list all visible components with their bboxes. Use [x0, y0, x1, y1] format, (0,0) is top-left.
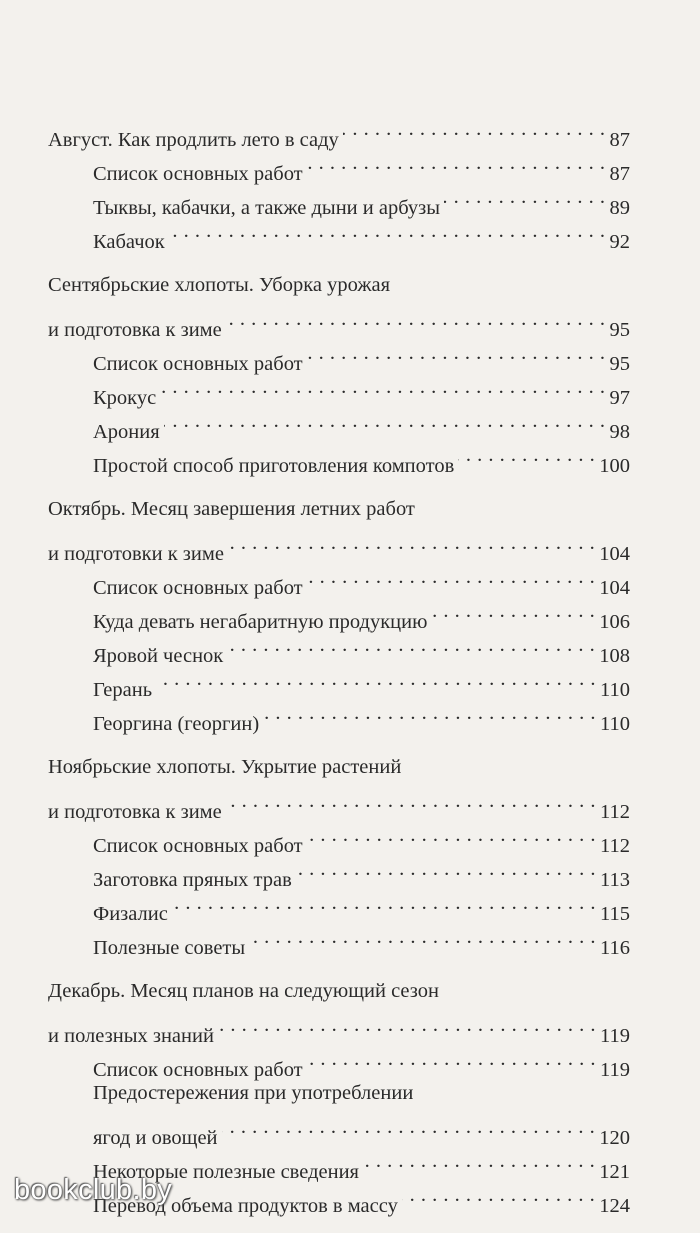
toc-heading-title-line: Сентябрьские хлопоты. Уборка урожая — [48, 274, 391, 296]
dot-leader — [402, 1178, 595, 1212]
toc-item-title: Заготовка пряных трав — [93, 869, 292, 891]
page-number: 97 — [609, 387, 630, 409]
toc-item-title: Арония — [93, 421, 160, 443]
page-number: 116 — [600, 937, 630, 959]
dot-leader — [343, 112, 606, 146]
toc-heading — [48, 784, 630, 823]
toc-section — [48, 492, 630, 735]
page-number: 98 — [609, 421, 630, 443]
dot-leader — [458, 438, 595, 472]
toc-heading-title-line: Декабрь. Месяц планов на следующий сезон — [48, 980, 439, 1002]
dot-leader — [169, 214, 606, 248]
page-number: 95 — [609, 353, 630, 375]
page-number: 121 — [599, 1161, 630, 1183]
page-number: 110 — [600, 679, 630, 701]
toc-item-title: Куда девать негабаритную продукцию — [93, 611, 428, 633]
page-number: 89 — [609, 197, 630, 219]
page-number: 95 — [609, 319, 630, 341]
page-number: 120 — [599, 1127, 630, 1149]
dot-leader — [296, 852, 596, 886]
page-number: 124 — [599, 1195, 630, 1217]
page-number: 87 — [609, 163, 630, 185]
page-number: 110 — [600, 713, 630, 735]
page-number: 92 — [609, 231, 630, 253]
toc-heading-title: и полезных знаний — [48, 1025, 214, 1047]
toc-heading-title: и подготовка к зиме — [48, 801, 222, 823]
toc-heading — [48, 112, 630, 151]
watermark: bookclub.by — [14, 1174, 173, 1206]
page-number: 104 — [599, 543, 630, 565]
dot-leader — [307, 336, 606, 370]
page-number: 108 — [599, 645, 630, 667]
dot-leader — [307, 818, 596, 852]
toc-item-title: Физалис — [93, 903, 168, 925]
dot-leader — [222, 1110, 596, 1144]
page-number: 104 — [599, 577, 630, 599]
dot-leader — [226, 302, 606, 336]
toc-item-title: ягод и овощей — [93, 1127, 218, 1149]
toc-item-title: Полезные советы — [93, 937, 246, 959]
dot-leader — [160, 370, 605, 404]
page-number: 115 — [600, 903, 630, 925]
dot-leader — [249, 920, 596, 954]
toc-heading — [48, 302, 630, 341]
toc-heading-title: Август. Как продлить лето в саду — [48, 129, 339, 151]
toc-heading-title: и подготовка к зиме — [48, 319, 222, 341]
dot-leader — [228, 526, 595, 560]
page-number: 87 — [609, 129, 630, 151]
dot-leader — [307, 146, 606, 180]
dot-leader — [431, 594, 595, 628]
dot-leader — [218, 1008, 596, 1042]
toc-item-title-line: Предостережения при употреблении — [93, 1082, 414, 1104]
toc-heading — [48, 1008, 630, 1047]
toc-item-title: Простой способ приготовления компотов — [93, 455, 455, 477]
page-number: 119 — [600, 1059, 630, 1081]
toc-item-title: Георгина (георгин) — [93, 713, 260, 735]
dot-leader — [363, 1144, 595, 1178]
dot-leader — [172, 886, 596, 920]
page-number: 100 — [599, 455, 630, 477]
toc-heading-title-line: Ноябрьские хлопоты. Укрытие растений — [48, 756, 402, 778]
page-number: 119 — [600, 1025, 630, 1047]
toc-heading-title-line: Октябрь. Месяц завершения летних работ — [48, 498, 415, 520]
table-of-contents — [48, 112, 630, 1232]
dot-leader — [307, 1042, 596, 1076]
page-number: 112 — [600, 801, 630, 823]
dot-leader — [307, 560, 596, 594]
toc-item-title: Тыквы, кабачки, а также дыни и арбузы — [93, 197, 440, 219]
toc-heading-title: и подготовки к зиме — [48, 543, 224, 565]
dot-leader — [263, 696, 596, 730]
toc-item-title: Список основных работ — [93, 353, 303, 375]
toc-item-title: Список основных работ — [93, 163, 303, 185]
toc-item-title: Кабачок — [93, 231, 165, 253]
toc-section — [48, 750, 630, 959]
toc-item-title: Крокус — [93, 387, 157, 409]
dot-leader — [164, 404, 606, 438]
page-number: 112 — [600, 835, 630, 857]
toc-item — [48, 1110, 630, 1149]
dot-leader — [227, 628, 595, 662]
toc-item-title: Список основных работ — [93, 1059, 303, 1081]
toc-item-title: Герань — [93, 679, 153, 701]
toc-item-title: Список основных работ — [93, 835, 303, 857]
toc-section — [48, 268, 630, 477]
page-number: 106 — [599, 611, 630, 633]
toc-item-title: Список основных работ — [93, 577, 303, 599]
toc-item-title: Яровой чеснок — [93, 645, 224, 667]
dot-leader — [226, 784, 596, 818]
page-number: 113 — [600, 869, 630, 891]
toc-item-title: Перевод объема продуктов в массу — [93, 1195, 398, 1217]
dot-leader — [444, 180, 606, 214]
toc-heading — [48, 526, 630, 565]
dot-leader — [156, 662, 596, 696]
toc-section — [48, 112, 630, 253]
toc-item-title: Некоторые полезные сведения — [93, 1161, 359, 1183]
